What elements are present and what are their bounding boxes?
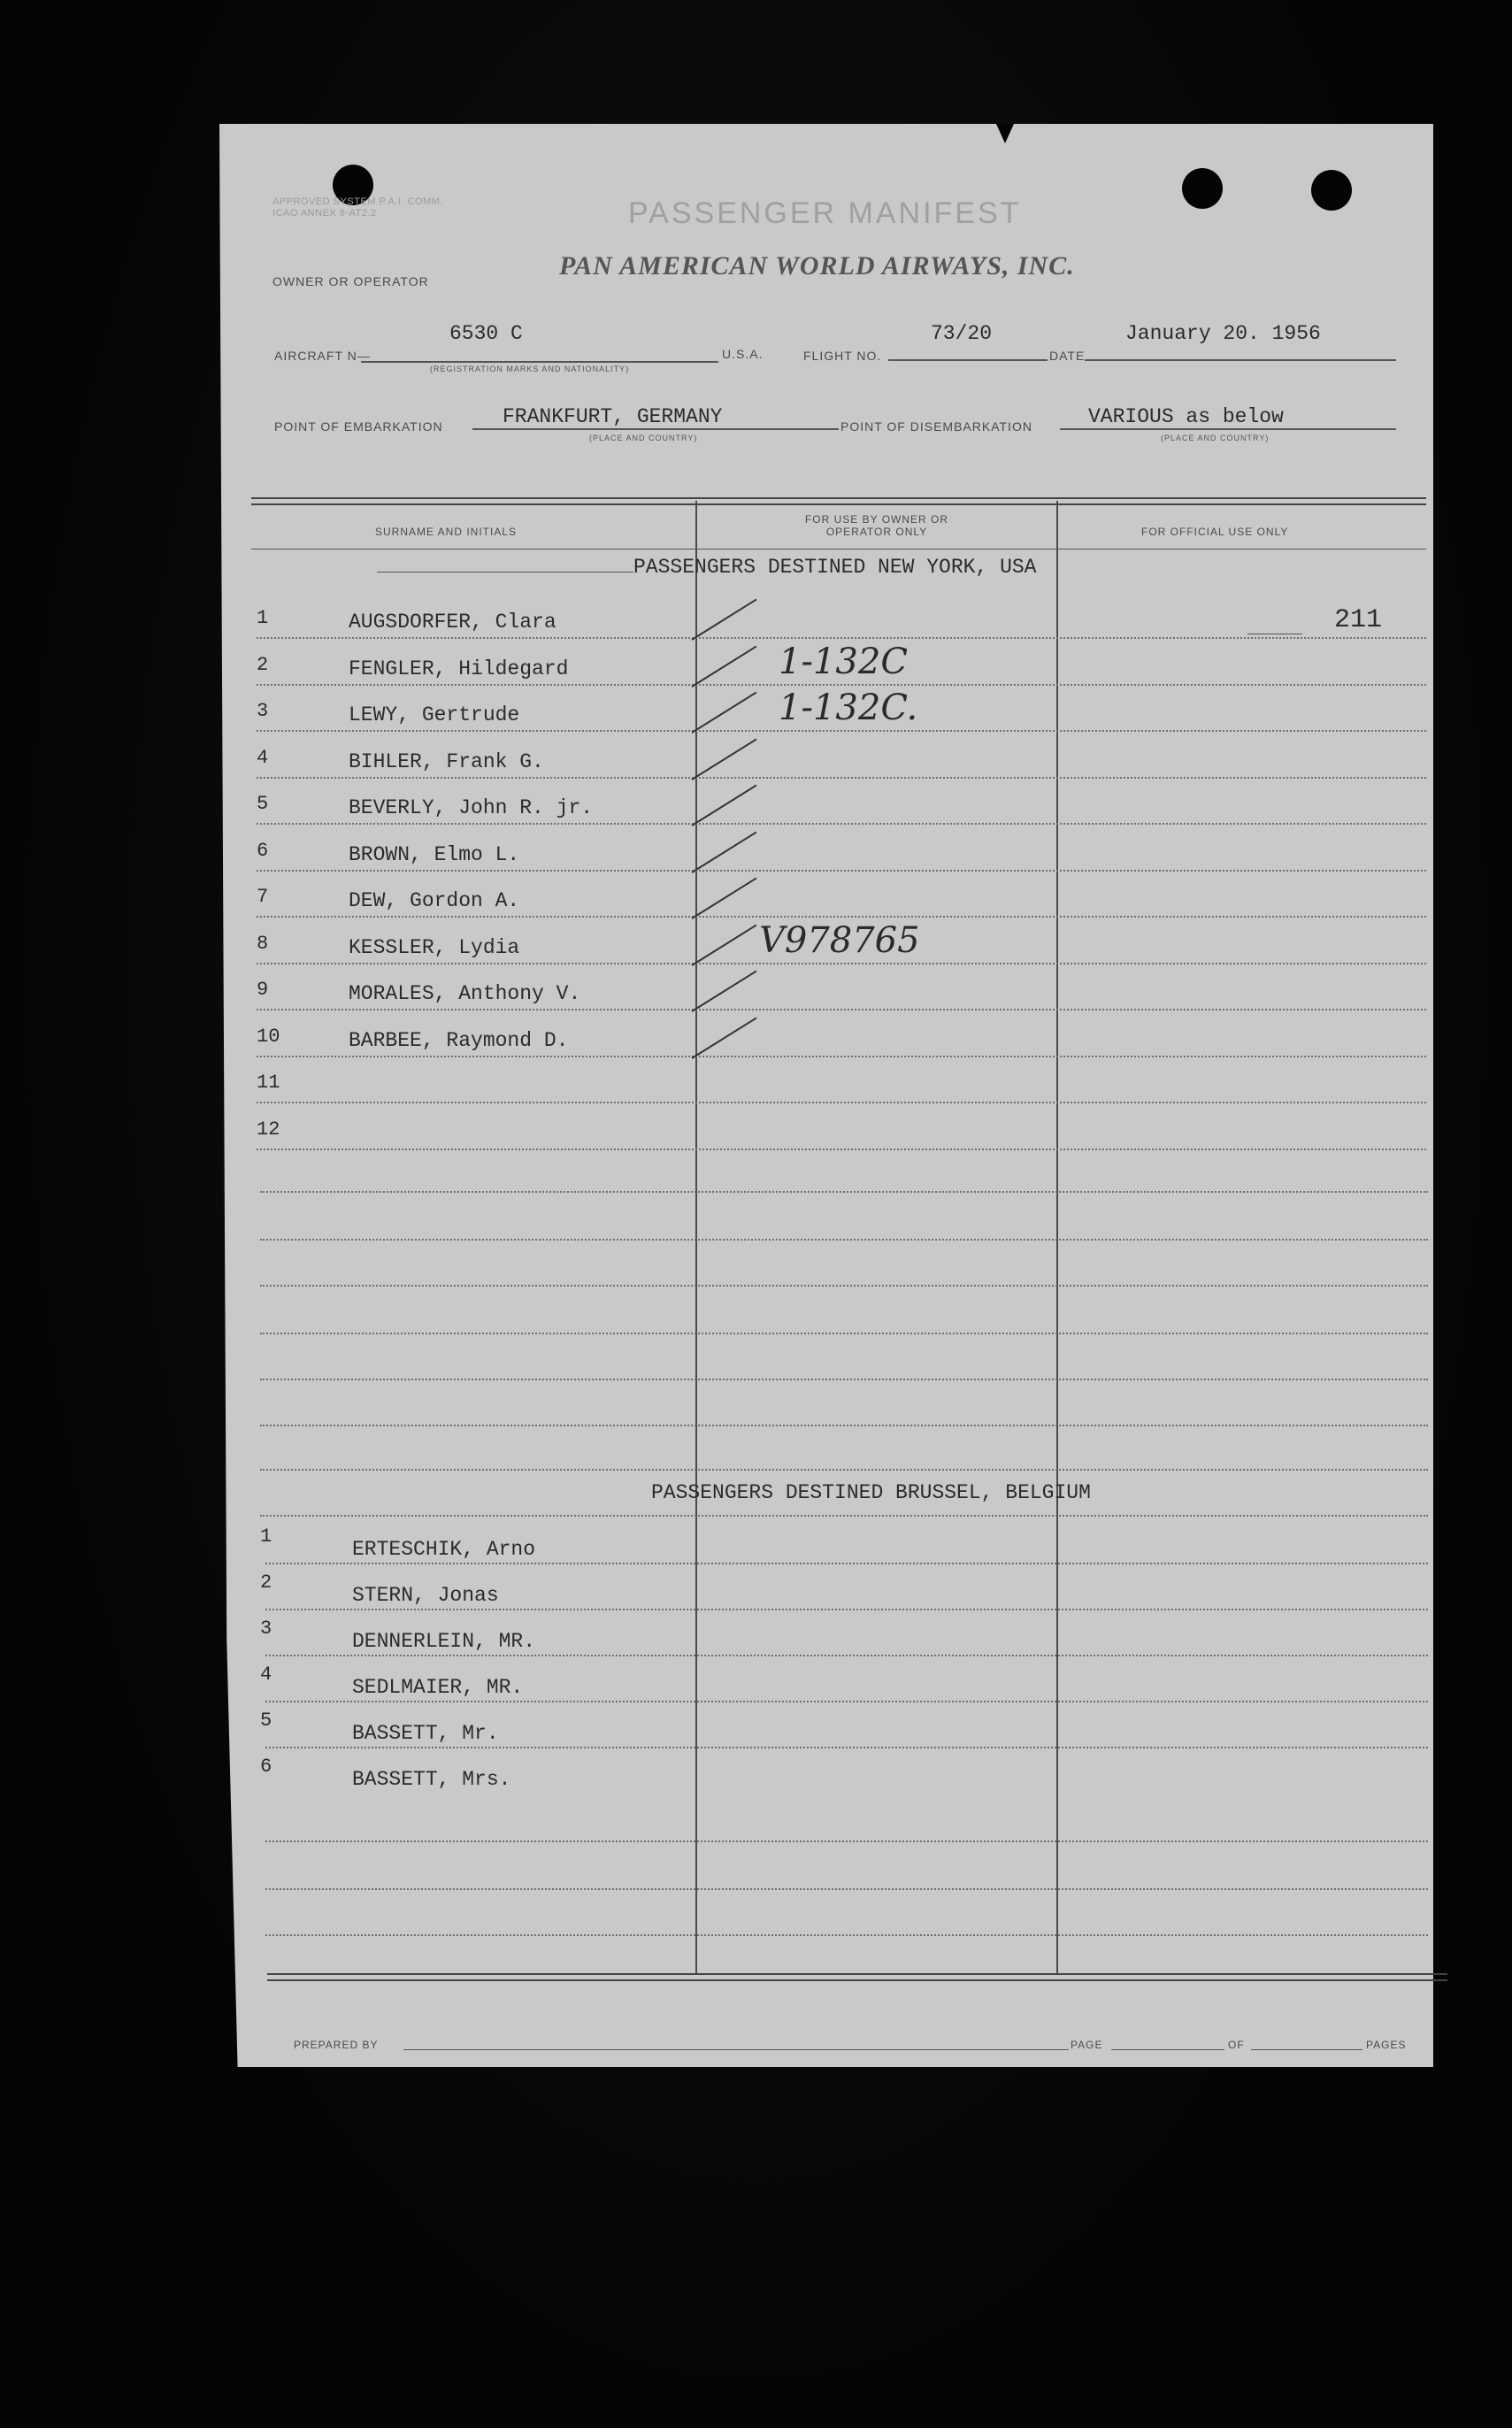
aircraft-label: AIRCRAFT N— <box>274 349 371 363</box>
approval-note: APPROVED SYSTEM P.A.I. COMM. ICAO ANNEX 9-AT2.2 <box>272 196 443 219</box>
pages-label: PAGES <box>1366 2039 1407 2051</box>
passenger-name: DEW, Gordon A. <box>349 889 520 912</box>
col-header-owner: FOR USE BY OWNER OR OPERATOR ONLY <box>804 513 949 538</box>
row-line <box>265 1701 1428 1702</box>
row-number: 10 <box>257 1026 280 1048</box>
blank-line <box>260 1515 1428 1517</box>
row-number: 5 <box>260 1710 272 1732</box>
passenger-name: BARBEE, Raymond D. <box>349 1029 569 1052</box>
passenger-name: BASSETT, Mrs. <box>352 1768 511 1791</box>
of-line <box>1251 2049 1362 2050</box>
date-line <box>1085 359 1396 361</box>
blank-line <box>260 1333 1428 1334</box>
col-divider-1 <box>695 501 697 1973</box>
passenger-name: BEVERLY, John R. jr. <box>349 796 594 819</box>
disembark-label: POINT OF DISEMBARKATION <box>840 419 1032 434</box>
disembark-line <box>1060 428 1396 430</box>
passenger-name: BIHLER, Frank G. <box>349 750 544 773</box>
row-number: 4 <box>260 1663 272 1686</box>
row-line <box>257 963 1426 964</box>
row-line <box>265 1563 1428 1564</box>
owner-label: OWNER OR OPERATOR <box>272 274 429 288</box>
row-line <box>257 1149 1426 1150</box>
blank-line <box>260 1191 1428 1193</box>
section2-heading: PASSENGERS DESTINED BRUSSEL, BELGIUM <box>651 1481 1091 1504</box>
row-line <box>257 916 1426 918</box>
row-line <box>257 777 1426 779</box>
page-line <box>1111 2049 1224 2050</box>
aircraft-sublabel: (REGISTRATION MARKS AND NATIONALITY) <box>430 365 630 373</box>
clip-mark <box>996 124 1014 143</box>
col-header-surname: SURNAME AND INITIALS <box>375 526 518 538</box>
row-number: 4 <box>257 747 269 769</box>
embark-sublabel: (PLACE AND COUNTRY) <box>589 434 698 442</box>
section1-official-note: 211 <box>1334 605 1383 635</box>
disembark-value: VARIOUS as below <box>1088 405 1284 428</box>
blank-line <box>265 1840 1428 1842</box>
row-number: 1 <box>257 607 269 629</box>
flight-value: 73/20 <box>931 322 993 345</box>
handwritten-note: 1-132C <box>779 642 908 682</box>
row-number: 6 <box>257 840 269 862</box>
aircraft-line <box>361 361 718 363</box>
blank-line <box>260 1285 1428 1287</box>
embark-value: FRANKFURT, GERMANY <box>503 405 723 428</box>
blank-line <box>265 1934 1428 1936</box>
row-line <box>257 823 1426 825</box>
blank-line <box>260 1469 1428 1471</box>
disembark-sublabel: (PLACE AND COUNTRY) <box>1161 434 1270 442</box>
row-line <box>257 684 1426 686</box>
col-header-official: FOR OFFICIAL USE ONLY <box>1141 526 1289 538</box>
row-line <box>265 1655 1428 1656</box>
blank-line <box>260 1425 1428 1426</box>
passenger-name: BASSETT, Mr. <box>352 1722 499 1745</box>
punch-hole <box>1311 170 1352 211</box>
passenger-name: AUGSDORFER, Clara <box>349 611 556 634</box>
row-number: 5 <box>257 793 269 815</box>
row-number: 7 <box>257 886 269 908</box>
row-number: 2 <box>257 654 269 676</box>
row-number: 2 <box>260 1571 272 1594</box>
page-label: PAGE <box>1071 2039 1103 2051</box>
table-bottom-border <box>267 1973 1447 1981</box>
flight-label: FLIGHT NO. <box>803 349 882 363</box>
row-line <box>257 1102 1426 1103</box>
row-line <box>257 637 1426 639</box>
blank-line <box>265 1888 1428 1890</box>
passenger-name: MORALES, Anthony V. <box>349 982 581 1005</box>
date-label: DATE <box>1049 349 1086 363</box>
carrier-name: PAN AMERICAN WORLD AIRWAYS, INC. <box>559 251 1075 280</box>
flight-line <box>888 359 1048 361</box>
row-line <box>265 1609 1428 1610</box>
row-number: 11 <box>257 1072 280 1094</box>
row-line <box>257 1009 1426 1010</box>
prepared-by-line <box>403 2049 1069 2050</box>
table-top-border <box>251 497 1426 505</box>
date-value: January 20. 1956 <box>1125 322 1321 345</box>
embark-label: POINT OF EMBARKATION <box>274 419 443 434</box>
prepared-by-label: PREPARED BY <box>294 2039 379 2051</box>
row-number: 3 <box>257 700 269 722</box>
row-number: 9 <box>257 979 269 1001</box>
embark-line <box>472 428 839 430</box>
passenger-name: DENNERLEIN, MR. <box>352 1630 536 1653</box>
blank-line <box>260 1379 1428 1380</box>
usa-label: U.S.A. <box>722 347 764 361</box>
row-line <box>257 870 1426 872</box>
col-divider-2 <box>1056 501 1058 1973</box>
handwritten-note: 1-132C. <box>779 688 918 728</box>
passenger-name: ERTESCHIK, Arno <box>352 1538 536 1561</box>
form-title: PASSENGER MANIFEST <box>628 196 1022 230</box>
passenger-name: BROWN, Elmo L. <box>349 843 520 866</box>
row-number: 1 <box>260 1525 272 1548</box>
row-number: 3 <box>260 1617 272 1640</box>
row-line <box>257 1056 1426 1057</box>
row-number: 8 <box>257 933 269 955</box>
of-label: OF <box>1228 2039 1245 2051</box>
punch-hole <box>1182 168 1223 209</box>
row-line <box>265 1747 1428 1748</box>
row-number: 12 <box>257 1118 280 1141</box>
passenger-name: STERN, Jonas <box>352 1584 499 1607</box>
blank-line <box>260 1239 1428 1241</box>
aircraft-value: 6530 C <box>449 322 523 345</box>
row-line <box>257 730 1426 732</box>
passenger-name: KESSLER, Lydia <box>349 936 520 959</box>
section1-heading: PASSENGERS DESTINED NEW YORK, USA <box>633 556 1037 579</box>
passenger-name: SEDLMAIER, MR. <box>352 1676 524 1699</box>
passenger-name: LEWY, Gertrude <box>349 703 520 726</box>
row-number: 6 <box>260 1756 272 1778</box>
passenger-name: FENGLER, Hildegard <box>349 657 569 680</box>
handwritten-note: V978765 <box>759 920 920 961</box>
